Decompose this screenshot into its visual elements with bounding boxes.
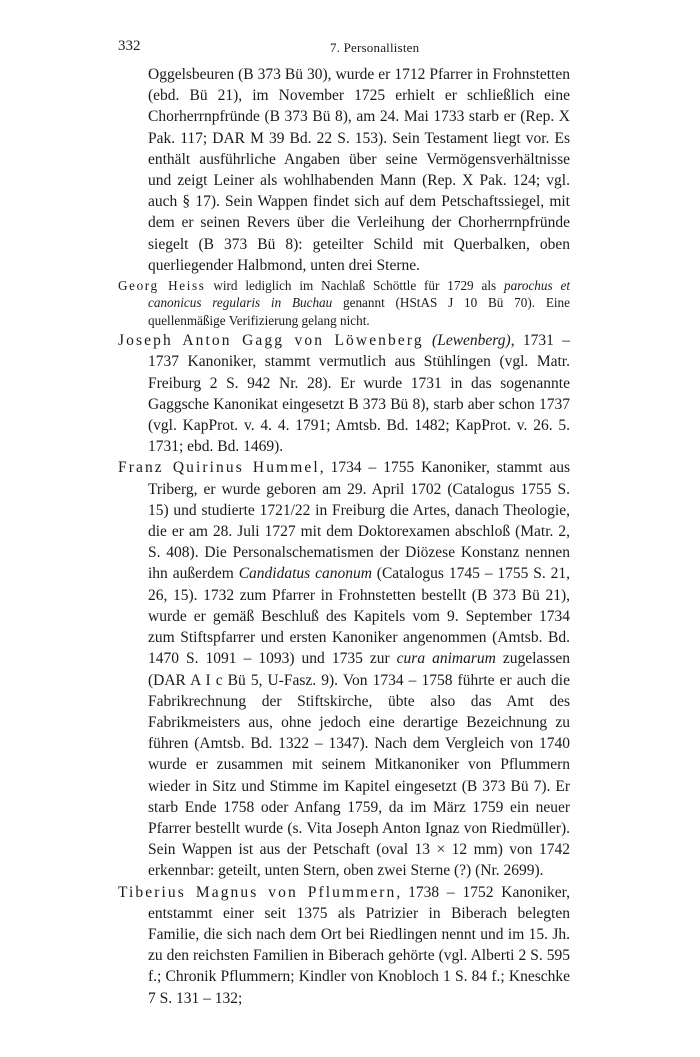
entry-text: zugelassen (DAR A I c Bü 5, U-Fasz. 9). Von 1734 – 1758 führte er auch die Fabrikrechnung der Stiftskirche, übte also das Amt des Fabrikmeisters aus, ohne jedoch eine derartige Bezeichnung zu führen (Amtsb. Bd. 1322 – 1347). Nach dem Vergleich von 1740 wurde er zusammen mit seinem Mitkanoniker von Pflummern wieder in Sitz und Stimme im Kapitel eingesetzt (B 373 Bü 7). Er starb Ende 1758 oder Anfang 1759, da im März 1759 ein neuer Pfarrer bestellt wurde (s. Vita Joseph Anton Ignaz von Riedmüller). Sein Wappen ist aus der Petschaft (oval 13 × 12 mm) von 1742 erkennbar: geteilt, unten Stern, oben zwei Sterne (?) (Nr. 2699). [148, 650, 571, 880]
entry-name: Georg Heiss [118, 278, 206, 294]
entry-italic-text: parochus et canonicus regularis in Buchau [148, 278, 570, 311]
entry-heiss [118, 277, 570, 329]
entry-text: genannt (HStAS J 10 Bü 70). Eine quellenmäßige Verifizierung gelang nicht. [148, 295, 570, 328]
entry-name: Franz Quirinus Hummel [118, 459, 320, 477]
running-head: 7. Personallisten [330, 40, 420, 55]
entry-italic-name: (Lewenberg) [432, 332, 511, 350]
entry-text: , 1734 – 1755 Kanoniker, stammt aus Triberg, er wurde geboren am 29. April 1702 (Catalogus 1755 S. 15) und studierte 1721/22 in Freiburg die Artes, danach Theologie, die er am 28. Juli 1727 mit dem Doktorexamen abschloß (Matr. 2, S. 408). Die Personalschematismen der Diözese Konstanz nennen ihn außerdem [148, 459, 570, 583]
entry-gagg [118, 330, 570, 457]
page-number: 332 [118, 38, 141, 54]
text-block [118, 64, 570, 1009]
entry-name: Joseph Anton Gagg von Löwenberg [118, 332, 424, 350]
continued-paragraph: Oggelsbeuren (B 373 Bü 30), wurde er 1712 Pfarrer in Frohnstetten (ebd. Bü 21), im November 1725 erhielt er schließlich eine Chorherrnpfründe (B 373 Bü 8), am 24. Mai 1733 starb er (Rep. X Pak. 117; DAR M 39 Bd. 22 S. 153). Sein Testament liegt vor. Es enthält ausführliche Angaben über seine Vermögensverhältnisse und zeigt Leiner als wohlhabenden Mann (Rep. X Pak. 124; vgl. auch § 17). Sein Wappen findet sich auf dem Petschaftssiegel, mit dem er seinen Revers über die Verleihung der Chorherrnpfründe siegelt (B 373 Bü 8): geteilter Schild mit Querbalken, oben querliegender Halbmond, unten drei Sterne. [148, 66, 570, 274]
entry-italic-text: cura animarum [396, 650, 496, 668]
entry-text: wird lediglich im Nachlaß Schöttle für 1729 als [205, 278, 505, 294]
entry-text: , 1731 – 1737 Kanoniker, stammt vermutlich aus Stühlingen (vgl. Matr. Freiburg 2 S. 942 Nr. 28). Er wurde 1731 in das sogenannte Gaggsche Kanonikat eingesetzt B 373 Bü 8), starb aber schon 1737 (vgl. KapProt. v. 4. 4. 1791; Amtsb. Bd. 1482; KapProt. v. 26. 5. 1731; ebd. Bd. 1469). [148, 332, 570, 456]
entry-pflummern [118, 882, 570, 1009]
entry-text: , 1738 – 1752 Kanoniker, entstammt einer seit 1375 als Patrizier in Biberach belegten Familie, die sich nach dem Ort bei Riedlingen nennt und im 15. Jh. zu den reichsten Familien in Biberach gehörte (vgl. Alberti 2 S. 595 f.; Chronik Pflummern; Kindler von Knobloch 1 S. 84 f.; Kneschke 7 S. 131 – 132; [148, 883, 570, 1007]
entry-text: (Catalogus 1745 – 1755 S. 21, 26, 15). 1732 zum Pfarrer in Frohnstetten bestellt (B 373 Bü 21), wurde er gemäß Beschluß des Kapitels vom 9. September 1734 zum Stiftspfarrer und ersten Kanoniker angenommen (Amtsb. Bd. 1470 S. 1091 – 1093) und 1735 zur [148, 565, 571, 668]
entry-name: Tiberius Magnus von Pflummern [118, 883, 397, 901]
entry-hummel [118, 457, 570, 881]
entry-italic-text: Candidatus canonum [238, 565, 372, 583]
